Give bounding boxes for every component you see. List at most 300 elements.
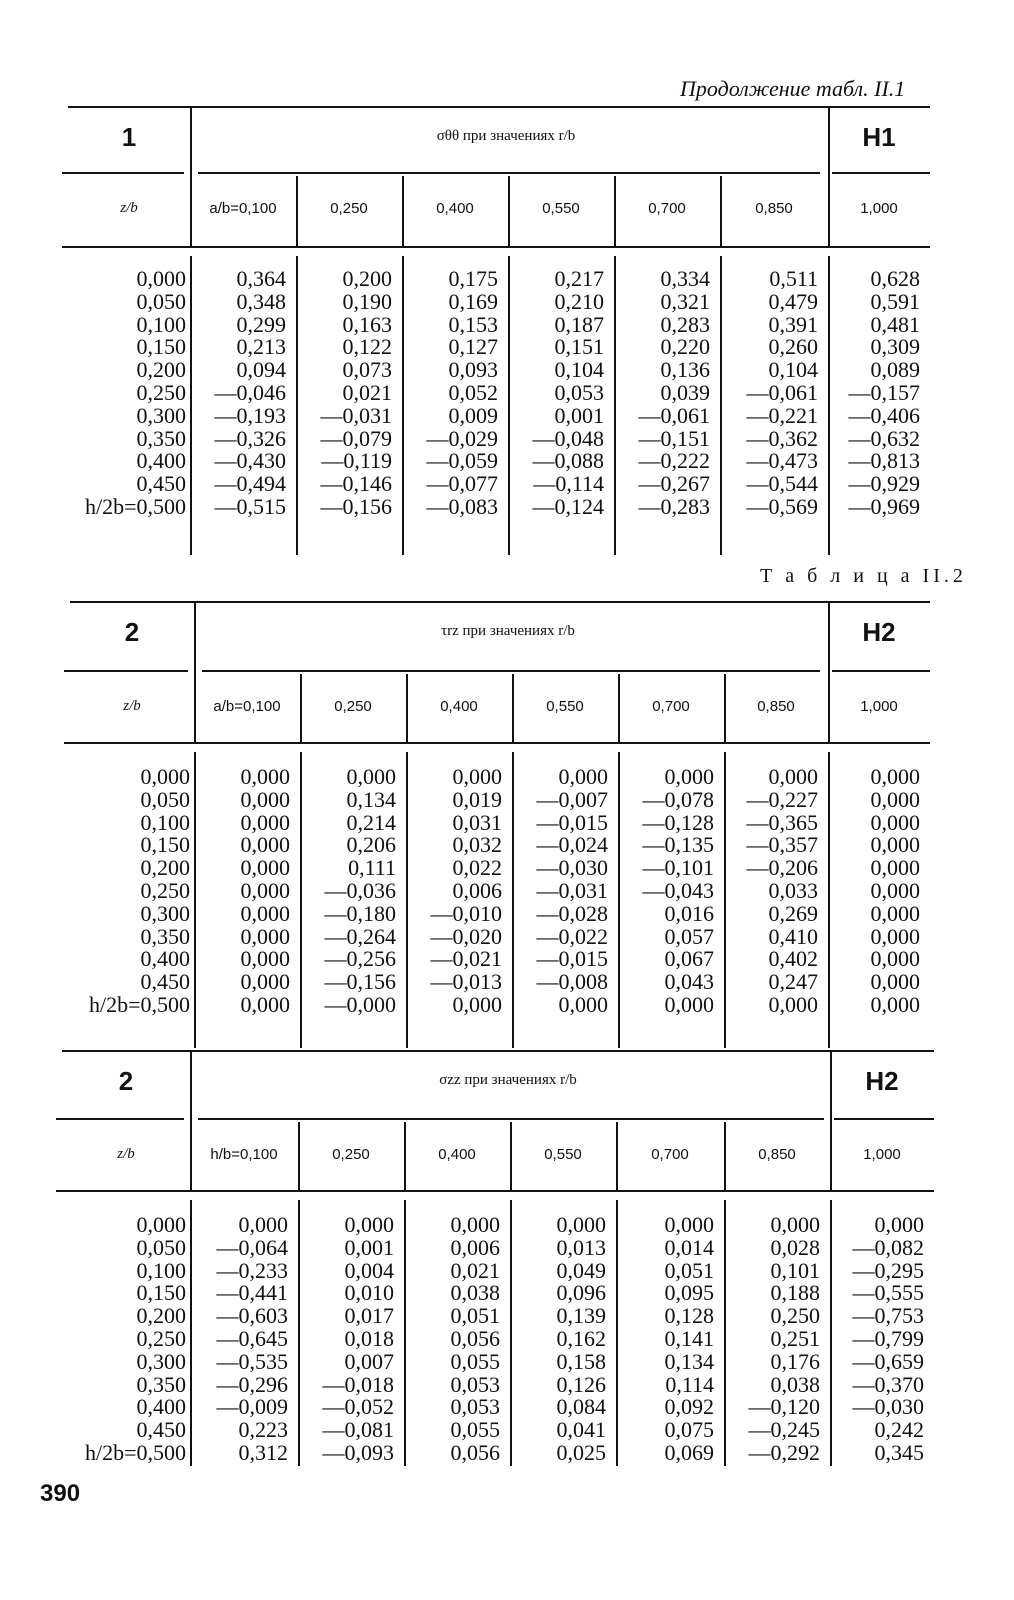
z-value: 0,200 (140, 855, 190, 881)
table-cell: 0,014 (664, 1234, 714, 1260)
table-cell: 0,016 (664, 900, 714, 926)
table-cell: 0,000 (240, 946, 290, 972)
table-cell: —0,283 (638, 493, 710, 519)
table-cell: 0,312 (238, 1439, 288, 1465)
z-value: h/2b=0,500 (84, 493, 186, 519)
table-cell: 0,028 (770, 1234, 820, 1260)
right-label: H2 (865, 1066, 899, 1096)
table-cell: —0,119 (321, 448, 392, 474)
table-cell: 0,000 (870, 764, 920, 789)
column-header: 0,850 (758, 1146, 796, 1163)
table-cell: 0,007 (344, 1348, 394, 1374)
table-cell: —0,052 (322, 1394, 394, 1420)
table-cell: 0,214 (346, 809, 396, 835)
right-label: H1 (862, 122, 896, 152)
table-cell: 0,094 (236, 357, 286, 383)
table-cell: 0,251 (770, 1325, 820, 1351)
header-bottom-rule (62, 246, 930, 248)
table-cell: 0,000 (344, 1212, 394, 1237)
data-column (508, 268, 604, 519)
case-label-rule (62, 172, 184, 174)
column-rule (190, 1050, 192, 1190)
case-label: 2 (118, 1066, 134, 1096)
table-cell: 0,187 (554, 311, 604, 337)
column-header: 1,000 (863, 1146, 901, 1163)
table-cell: 0,009 (448, 402, 498, 428)
table-cell: —0,473 (746, 448, 818, 474)
table-cell: 0,206 (346, 832, 396, 858)
table-cell: 0,000 (240, 832, 290, 858)
table-cell: 0,021 (342, 379, 392, 405)
data-column (404, 1214, 500, 1465)
table-cell: 0,000 (664, 1212, 714, 1237)
table-cell: —0,031 (536, 877, 608, 903)
table-cell: 0,481 (870, 311, 920, 337)
z-value: 0,450 (136, 471, 186, 497)
title-rule (198, 1118, 824, 1120)
column-header: 0,700 (652, 698, 690, 715)
table-cell: —0,135 (642, 832, 714, 858)
table-cell: —0,264 (324, 923, 396, 949)
table-cell: 0,169 (448, 288, 498, 314)
table-cell: —0,064 (216, 1234, 288, 1260)
case-label-rule (64, 670, 188, 672)
table-cell: —0,010 (430, 900, 502, 926)
data-column (406, 766, 502, 1017)
right-label-rule (832, 670, 930, 672)
z-value: 0,000 (136, 266, 186, 291)
table-cell: 0,000 (240, 786, 290, 812)
table-cell: —0,022 (536, 923, 608, 949)
column-header: 0,700 (648, 200, 686, 217)
table-cell: 0,018 (344, 1325, 394, 1351)
table-cell: 0,000 (870, 946, 920, 972)
z-value: 0,350 (140, 923, 190, 949)
table-cell: 0,095 (664, 1280, 714, 1306)
z-value: h/2b=0,500 (88, 991, 190, 1017)
table-cell: —0,124 (532, 493, 604, 519)
table-cell: —0,535 (216, 1348, 288, 1374)
column-header: 0,550 (542, 200, 580, 217)
table-cell: 0,134 (664, 1348, 714, 1374)
table-cell: 0,052 (448, 379, 498, 405)
table-cell: 0,000 (240, 923, 290, 949)
table-cell: 0,141 (664, 1325, 714, 1351)
table-cell: 0,000 (240, 809, 290, 835)
table-cell: —0,245 (748, 1417, 820, 1443)
table-cell: —0,233 (216, 1257, 288, 1283)
data-column (828, 766, 920, 1017)
table-cell: —0,029 (426, 425, 498, 451)
title-rule (202, 670, 820, 672)
table-title: σzz при значениях r/b (439, 1072, 577, 1088)
table-cell: 0,162 (556, 1325, 606, 1351)
right-label-rule (834, 1118, 934, 1120)
table-cell: 0,000 (768, 764, 818, 789)
z-value: 0,350 (136, 1371, 186, 1397)
table-cell: 0,111 (348, 855, 396, 881)
table-cell: —0,555 (852, 1280, 924, 1306)
column-header: 0,550 (546, 698, 584, 715)
table-cell: 0,000 (870, 900, 920, 926)
table-cell: —0,059 (426, 448, 498, 474)
table-cell: —0,296 (216, 1371, 288, 1397)
table-cell: 0,153 (448, 311, 498, 337)
table-cell: —0,030 (852, 1394, 924, 1420)
data-column (194, 766, 290, 1017)
table-cell: 0,127 (448, 334, 498, 360)
table-cell: —0,101 (642, 855, 714, 881)
table-cell: 0,269 (768, 900, 818, 926)
data-column (830, 1214, 924, 1465)
z-header: z/b (120, 200, 138, 216)
table-top-rule (70, 601, 930, 603)
z-value: 0,100 (140, 809, 190, 835)
data-column (828, 268, 920, 519)
table-cell: 0,190 (342, 288, 392, 314)
table-cell: —0,799 (852, 1325, 924, 1351)
table-cell: —0,292 (748, 1439, 820, 1465)
table-cell: 0,000 (870, 855, 920, 881)
table-cell: —0,048 (532, 425, 604, 451)
z-value: 0,350 (136, 425, 186, 451)
table-cell: 0,000 (870, 923, 920, 949)
z-header: z/b (123, 698, 141, 714)
table-cell: —0,362 (746, 425, 818, 451)
z-value: 0,000 (136, 1212, 186, 1237)
table-cell: 0,000 (240, 969, 290, 995)
column-header: 0,250 (332, 1146, 370, 1163)
table-cell: —0,093 (322, 1439, 394, 1465)
table-cell: 0,006 (450, 1234, 500, 1260)
table-cell: —0,061 (746, 379, 818, 405)
table-cell: 0,242 (874, 1417, 924, 1443)
table-cell: 0,000 (240, 900, 290, 926)
table-cell: —0,156 (324, 969, 396, 995)
table-caption: Т а б л и ц а II.2 (760, 565, 967, 587)
column-header: a/b=0,100 (209, 200, 277, 217)
table-top-rule (62, 1050, 934, 1052)
column-header: 0,250 (330, 200, 368, 217)
data-column (300, 766, 396, 1017)
table-cell: 0,000 (664, 764, 714, 789)
table-cell: —0,081 (322, 1417, 394, 1443)
table-cell: —0,295 (852, 1257, 924, 1283)
right-label: H2 (862, 617, 896, 647)
table-cell: 0,114 (665, 1371, 714, 1397)
data-column (190, 1214, 288, 1465)
table-cell: —0,632 (848, 425, 920, 451)
table-cell: 0,345 (874, 1439, 924, 1465)
table-cell: 0,410 (768, 923, 818, 949)
table-cell: 0,223 (238, 1417, 288, 1443)
table-cell: 0,039 (660, 379, 710, 405)
table-cell: —0,222 (638, 448, 710, 474)
table-cell: 0,055 (450, 1417, 500, 1443)
table-cell: —0,515 (214, 493, 286, 519)
z-values-column (52, 1214, 186, 1465)
table-cell: 0,128 (664, 1303, 714, 1329)
table-cell: 0,402 (768, 946, 818, 972)
table-cell: —0,088 (532, 448, 604, 474)
table-cell: —0,406 (848, 402, 920, 428)
table-cell: 0,075 (664, 1417, 714, 1443)
table-cell: 0,025 (556, 1439, 606, 1465)
table-cell: —0,603 (216, 1303, 288, 1329)
table-cell: 0,000 (870, 809, 920, 835)
z-values-column (58, 268, 186, 519)
table-cell: 0,051 (450, 1303, 500, 1329)
table-cell: 0,000 (240, 764, 290, 789)
z-value: 0,150 (136, 1280, 186, 1306)
table-cell: —0,120 (748, 1394, 820, 1420)
table-cell: 0,217 (554, 266, 604, 291)
table-cell: —0,929 (848, 471, 920, 497)
table-cell: —0,494 (214, 471, 286, 497)
column-header: 0,850 (755, 200, 793, 217)
table-cell: 0,089 (870, 357, 920, 383)
table-cell: 0,057 (664, 923, 714, 949)
table-cell: —0,221 (746, 402, 818, 428)
table-cell: 0,096 (556, 1280, 606, 1306)
table-cell: —0,645 (216, 1325, 288, 1351)
table-cell: 0,000 (346, 764, 396, 789)
table-cell: —0,969 (848, 493, 920, 519)
table-cell: —0,015 (536, 809, 608, 835)
table-cell: 0,163 (342, 311, 392, 337)
table-cell: 0,188 (770, 1280, 820, 1306)
table-cell: 0,093 (448, 357, 498, 383)
table-cell: —0,326 (214, 425, 286, 451)
table-cell: —0,370 (852, 1371, 924, 1397)
table-cell: —0,046 (214, 379, 286, 405)
table-cell: 0,151 (554, 334, 604, 360)
z-value: 0,250 (136, 1325, 186, 1351)
column-header: 0,850 (757, 698, 795, 715)
table-cell: —0,082 (852, 1234, 924, 1260)
table-cell: —0,061 (638, 402, 710, 428)
table-cell: 0,175 (448, 266, 498, 291)
table-cell: 0,000 (874, 1212, 924, 1237)
z-header: z/b (117, 1146, 135, 1162)
table-cell: 0,051 (664, 1257, 714, 1283)
table-cell: 0,084 (556, 1394, 606, 1420)
table-cell: 0,591 (870, 288, 920, 314)
table-cell: 0,000 (870, 969, 920, 995)
table-cell: —0,206 (746, 855, 818, 881)
table-cell: —0,020 (430, 923, 502, 949)
table-cell: 0,220 (660, 334, 710, 360)
table-cell: 0,479 (768, 288, 818, 314)
table-cell: —0,000 (324, 991, 396, 1017)
table-cell: —0,146 (320, 471, 392, 497)
table-cell: 0,309 (870, 334, 920, 360)
table-cell: 0,000 (768, 991, 818, 1017)
data-column (402, 268, 498, 519)
column-rule (190, 106, 192, 246)
table-cell: 0,038 (770, 1371, 820, 1397)
z-value: 0,450 (136, 1417, 186, 1443)
table-cell: 0,136 (660, 357, 710, 383)
z-value: 0,450 (140, 969, 190, 995)
table-cell: 0,053 (450, 1394, 500, 1420)
table-cell: 0,056 (450, 1325, 500, 1351)
table-cell: —0,031 (320, 402, 392, 428)
column-header: 0,400 (436, 200, 474, 217)
table-cell: 0,067 (664, 946, 714, 972)
table-cell: —0,128 (642, 809, 714, 835)
table-cell: —0,156 (320, 493, 392, 519)
table-cell: 0,176 (770, 1348, 820, 1374)
table-cell: 0,000 (240, 991, 290, 1017)
right-label-rule (832, 172, 930, 174)
table-cell: 0,126 (556, 1371, 606, 1397)
table-cell: —0,227 (746, 786, 818, 812)
table-cell: 0,000 (452, 991, 502, 1017)
z-value: h/2b=0,500 (84, 1439, 186, 1465)
table-cell: —0,365 (746, 809, 818, 835)
table-cell: 0,122 (342, 334, 392, 360)
table-cell: 0,000 (238, 1212, 288, 1237)
table-cell: 0,013 (556, 1234, 606, 1260)
table-cell: —0,659 (852, 1348, 924, 1374)
table-cell: —0,180 (324, 900, 396, 926)
table-cell: 0,031 (452, 809, 502, 835)
table-cell: —0,157 (848, 379, 920, 405)
table-cell: —0,018 (322, 1371, 394, 1397)
table-cell: 0,391 (768, 311, 818, 337)
data-column (512, 766, 608, 1017)
column-header: 1,000 (860, 698, 898, 715)
table-cell: 0,213 (236, 334, 286, 360)
table-cell: 0,321 (660, 288, 710, 314)
table-cell: 0,033 (768, 877, 818, 903)
z-value: 0,250 (140, 877, 190, 903)
data-column (614, 268, 710, 519)
table-top-rule (68, 106, 930, 108)
table-cell: 0,000 (240, 855, 290, 881)
table-cell: —0,151 (638, 425, 710, 451)
z-value: 0,400 (136, 448, 186, 474)
column-header: 0,550 (544, 1146, 582, 1163)
table-cell: —0,114 (533, 471, 604, 497)
header-bottom-rule (64, 742, 930, 744)
table-cell: 0,247 (768, 969, 818, 995)
table-cell: 0,210 (554, 288, 604, 314)
table-cell: —0,267 (638, 471, 710, 497)
table-cell: —0,036 (324, 877, 396, 903)
table-cell: —0,043 (642, 877, 714, 903)
table-cell: 0,038 (450, 1280, 500, 1306)
z-value: 0,300 (136, 402, 186, 428)
page-number: 390 (40, 1480, 81, 1507)
table-cell: —0,544 (746, 471, 818, 497)
table-cell: 0,158 (556, 1348, 606, 1374)
table-cell: 0,628 (870, 266, 920, 291)
title-rule (198, 172, 820, 174)
table-cell: 0,104 (768, 357, 818, 383)
table-cell: 0,000 (770, 1212, 820, 1237)
table-cell: 0,056 (450, 1439, 500, 1465)
table-cell: 0,004 (344, 1257, 394, 1283)
table-cell: 0,022 (452, 855, 502, 881)
table-cell: 0,000 (870, 786, 920, 812)
table-cell: —0,015 (536, 946, 608, 972)
table-cell: 0,053 (450, 1371, 500, 1397)
z-value: 0,400 (136, 1394, 186, 1420)
column-header: 0,700 (651, 1146, 689, 1163)
table-cell: 0,000 (558, 764, 608, 789)
table-cell: 0,006 (452, 877, 502, 903)
table-cell: 0,017 (344, 1303, 394, 1329)
continuation-caption: Продолжение табл. II.1 (680, 76, 906, 101)
table-cell: —0,256 (324, 946, 396, 972)
table-cell: —0,753 (852, 1303, 924, 1329)
z-values-column (60, 766, 190, 1017)
table-cell: —0,083 (426, 493, 498, 519)
data-column (618, 766, 714, 1017)
z-value: 0,150 (140, 832, 190, 858)
header-bottom-rule (56, 1190, 934, 1192)
z-value: 0,000 (140, 764, 190, 789)
table-cell: —0,030 (536, 855, 608, 881)
table-cell: 0,001 (554, 402, 604, 428)
table-cell: —0,441 (216, 1280, 288, 1306)
data-column (296, 268, 392, 519)
table-cell: 0,134 (346, 786, 396, 812)
data-column (720, 268, 818, 519)
table-cell: 0,032 (452, 832, 502, 858)
z-value: 0,200 (136, 357, 186, 383)
table-cell: 0,001 (344, 1234, 394, 1260)
table-cell: —0,077 (426, 471, 498, 497)
table-title: σθθ при значениях r/b (436, 128, 576, 144)
table-cell: 0,101 (770, 1257, 820, 1283)
table-cell: 0,299 (236, 311, 286, 337)
table-cell: —0,008 (536, 969, 608, 995)
z-value: 0,050 (140, 786, 190, 812)
table-cell: 0,000 (870, 877, 920, 903)
table-cell: 0,092 (664, 1394, 714, 1420)
table-cell: 0,000 (452, 764, 502, 789)
column-header: 0,400 (440, 698, 478, 715)
table-cell: 0,250 (770, 1303, 820, 1329)
table-cell: 0,000 (870, 991, 920, 1017)
table-cell: —0,569 (746, 493, 818, 519)
table-cell: 0,010 (344, 1280, 394, 1306)
z-value: 0,150 (136, 334, 186, 360)
table-cell: —0,193 (214, 402, 286, 428)
case-label-rule (56, 1118, 184, 1120)
table-cell: 0,334 (660, 266, 710, 291)
data-column (724, 766, 818, 1017)
table-cell: —0,013 (430, 969, 502, 995)
table-cell: —0,009 (216, 1394, 288, 1420)
table-cell: 0,000 (558, 991, 608, 1017)
column-header: 1,000 (860, 200, 898, 217)
table-cell: 0,200 (342, 266, 392, 291)
table-cell: 0,000 (556, 1212, 606, 1237)
table-cell: —0,078 (642, 786, 714, 812)
table-cell: —0,028 (536, 900, 608, 926)
z-value: 0,200 (136, 1303, 186, 1329)
table-cell: 0,000 (664, 991, 714, 1017)
table-cell: —0,430 (214, 448, 286, 474)
table-cell: 0,104 (554, 357, 604, 383)
table-cell: 0,139 (556, 1303, 606, 1329)
table-cell: 0,019 (452, 786, 502, 812)
table-cell: 0,260 (768, 334, 818, 360)
